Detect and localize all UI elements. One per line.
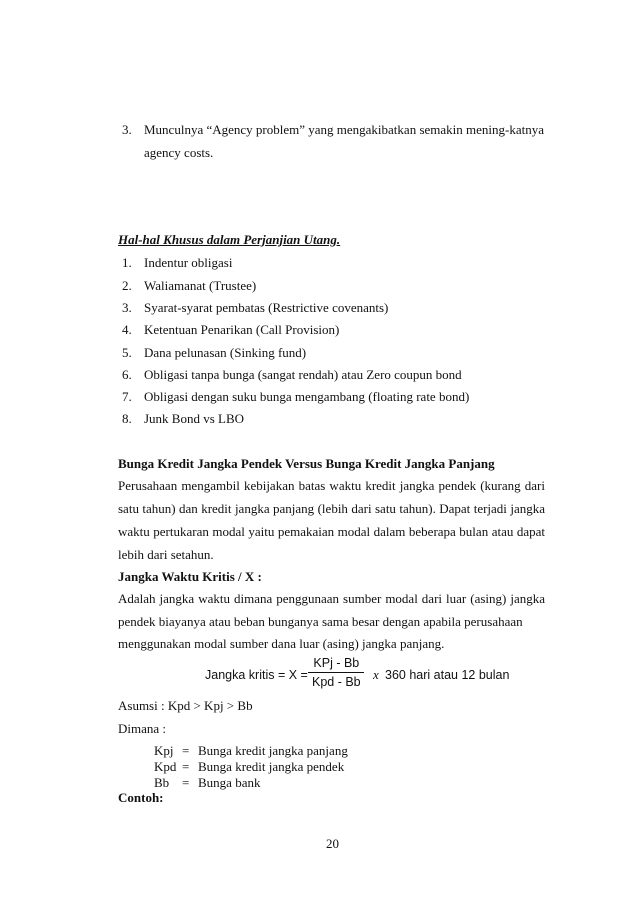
list-item: 5. Dana pelunasan (Sinking fund) bbox=[122, 345, 307, 360]
paragraph-line: Perusahaan mengambil kebijakan batas waktu kredit jangka pendek (kurang dari bbox=[118, 478, 545, 493]
paragraph-line: menggunakan modal sumber dana luar (asing) jangka panjang. bbox=[118, 636, 445, 651]
section1-heading: Hal-hal Khusus dalam Perjanjian Utang. bbox=[118, 232, 341, 247]
formula-lhs: Jangka kritis = X = bbox=[205, 668, 308, 682]
top-item-line2: agency costs. bbox=[144, 145, 214, 160]
list-item: 3. Syarat-syarat pembatas (Restrictive covenants) bbox=[122, 300, 389, 315]
formula-fraction bbox=[308, 656, 365, 689]
paragraph-line: Adalah jangka waktu dimana penggunaan sumber modal dari luar (asing) jangka bbox=[118, 591, 545, 606]
list-item: 8. Junk Bond vs LBO bbox=[122, 411, 245, 426]
list-item: 1. Indentur obligasi bbox=[122, 255, 233, 270]
page-number: 20 bbox=[326, 836, 339, 851]
dimana-line: Dimana : bbox=[118, 721, 167, 736]
formula-numerator: KPj - Bb bbox=[313, 656, 360, 670]
top-item-number: 3. bbox=[122, 122, 132, 137]
fraction-bar bbox=[308, 672, 364, 673]
list-item: 7. Obligasi dengan suku bunga mengambang (floating rate bond) bbox=[122, 389, 470, 404]
list-item: 2. Waliamanat (Trustee) bbox=[122, 278, 257, 293]
section3-heading: Jangka Waktu Kritis / X : bbox=[118, 569, 262, 584]
formula-times: x bbox=[373, 667, 379, 682]
formula-denominator: Kpd - Bb bbox=[312, 675, 361, 689]
paragraph-line: pendek biayanya atau beban bunganya sama besar dengan apabila perusahaan bbox=[118, 614, 523, 629]
top-item-line1: 3. Munculnya “Agency problem” yang mengakibatkan semakin mening-katnya bbox=[122, 122, 544, 137]
definition-row: Bb = Bunga bank bbox=[154, 775, 261, 790]
definition-row: Kpd = Bunga kredit jangka pendek bbox=[154, 759, 345, 774]
contoh-label: Contoh: bbox=[118, 790, 164, 805]
asumsi-line: Asumsi : Kpd > Kpj > Bb bbox=[118, 698, 253, 713]
paragraph-line: satu tahun) dan kredit jangka panjang (lebih dari satu tahun). Dapat terjadi jangka bbox=[118, 501, 545, 516]
section2-heading: Bunga Kredit Jangka Pendek Versus Bunga Kredit Jangka Panjang bbox=[118, 456, 495, 471]
list-item: 4. Ketentuan Penarikan (Call Provision) bbox=[122, 322, 340, 337]
definition-row: Kpj = Bunga kredit jangka panjang bbox=[154, 743, 348, 758]
paragraph-line: waktu pertukaran modal yaitu pemakaian modal dalam beberapa bulan atau dapat bbox=[118, 524, 545, 539]
paragraph-line: lebih dari setahun. bbox=[118, 547, 214, 562]
list-item: 6. Obligasi tanpa bunga (sangat rendah) atau Zero coupun bond bbox=[122, 367, 462, 382]
formula-rhs: 360 hari atau 12 bulan bbox=[385, 668, 510, 682]
